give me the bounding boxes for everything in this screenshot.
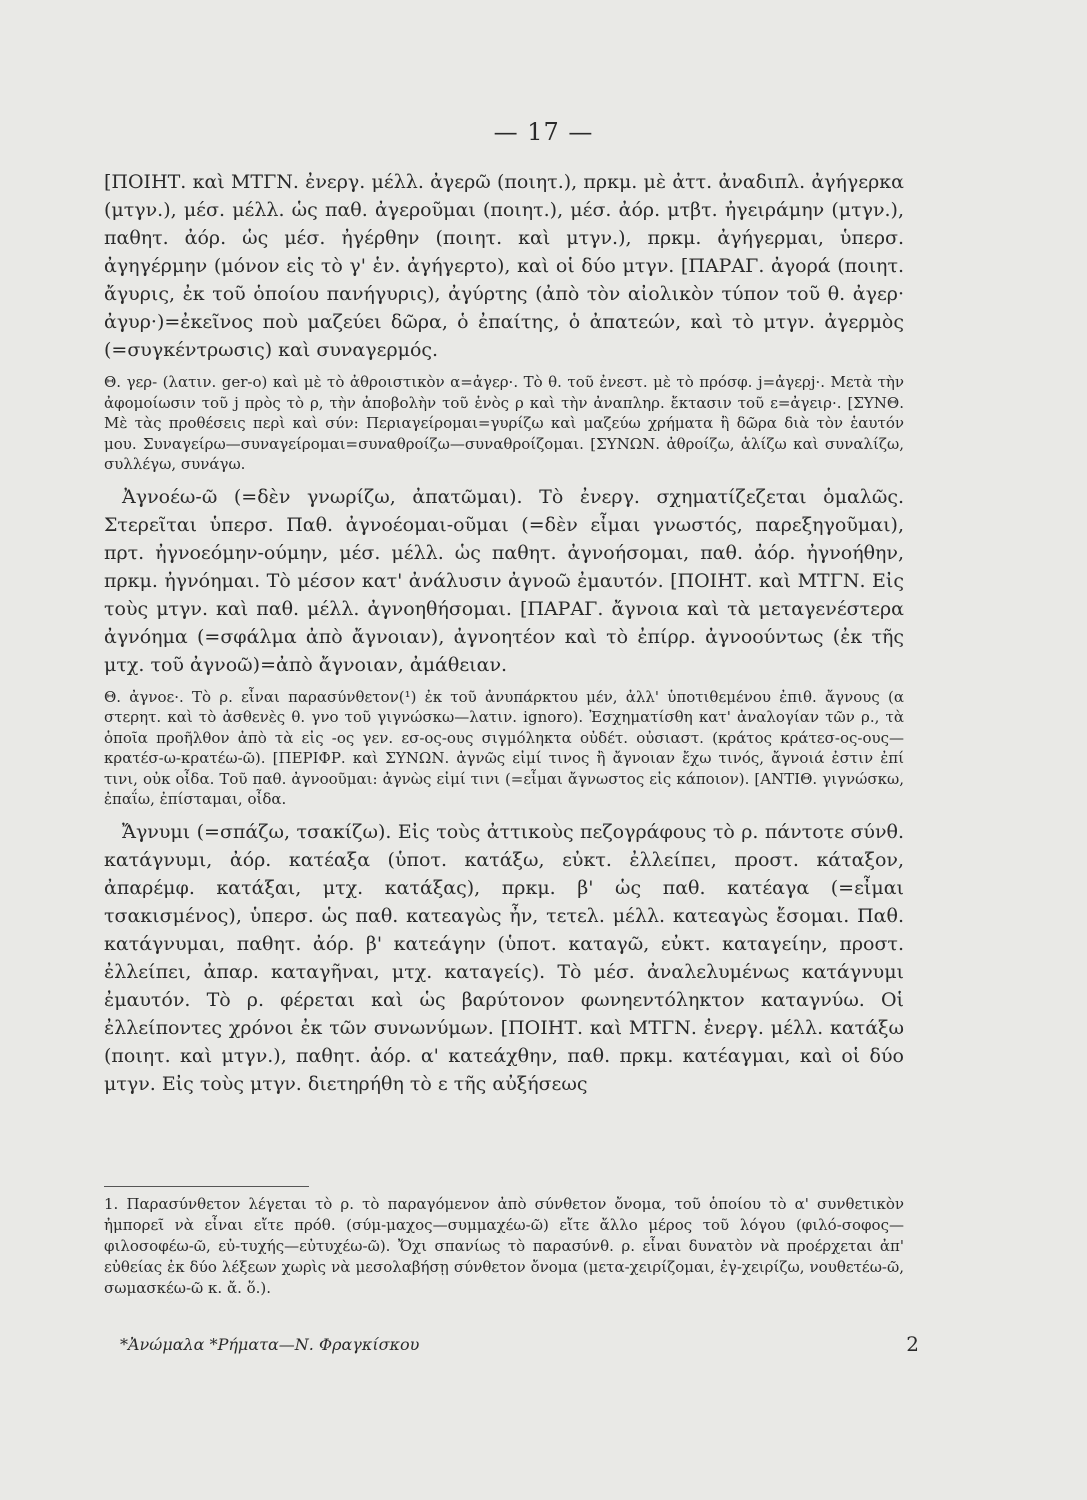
paragraph-agnoeo-entry: Ἀγνοέω-ῶ (=δὲν γνωρίζω, ἀπατῶμαι). Τὸ ἐνεργ. σχηματίζεζεται ὁμαλῶς. Στερεῖται ὑπερσ. Παθ. ἀγνοέομαι-οῦμαι (=δὲν εἶμαι γνωστός, παρεξηγοῦμαι), πρτ. ἠγνοεόμην-ούμην, μέσ. μέλλ. ὡς παθητ. ἀγνοήσομαι, παθ. ἀόρ. ἠγνοήθην, πρκμ. ἠγνόημαι. Τὸ μέσον κατ' ἀνάλυσιν ἀγνοῶ ἐμαυτόν. [ΠΟΙΗΤ. καὶ ΜΤΓΝ. Εἰς τοὺς μτγν. καὶ παθ. μέλλ. ἀγνοηθήσομαι. [ΠΑΡΑΓ. ἄγνοια καὶ τὰ μεταγενέστερα ἀγνόημα (=σφάλμα ἀπὸ ἄγνοιαν), ἀγνοητέον καὶ τὸ ἐπίρρ. ἀγνοούντως (ἐκ τῆς μτχ. τοῦ ἀγνοῶ)=ἀπὸ ἄγνοιαν, ἀμάθειαν. (104, 485, 904, 676)
sheet-number: 2 (906, 1332, 919, 1356)
paragraph-agero-forms: [ΠΟΙΗΤ. καὶ ΜΤΓΝ. ἐνεργ. μέλλ. ἀγερῶ (ποιητ.), πρκμ. μὲ ἀττ. ἀναδιπλ. ἀγήγερκα (μτγν.), μέσ. μέλλ. ὡς παθ. ἀγεροῦμαι (ποιητ.), μέσ. ἀόρ. μτβτ. ἠγειράμην (μτγν.), παθητ. ἀόρ. ὡς μέσ. ἠγέρθην (ποιητ. καὶ μτγν.), πρκμ. ἀγήγερμαι, ὑπερσ. ἀγηγέρμην (μόνον εἰς τὸ γ' ἑν. ἀγήγερτο), καὶ οἱ δύο μτγν. [ΠΑΡΑΓ. ἀγορά (ποιητ. ἄγυρις, ἐκ τοῦ ὁποίου πανήγυρις), ἀγύρτης (ἀπὸ τὸν αἰολικὸν τύπον τοῦ θ. ἀγερ· ἀγυρ·)=ἐκεῖνος ποὺ μαζεύει δῶρα, ὁ ἐπαίτης, ὁ ἀπατεών, καὶ τὸ μτγν. ἀγερμὸς (=συγκέντρωσις) καὶ συναγερμός. (104, 171, 904, 361)
footnote-divider (104, 1186, 309, 1187)
page-number: — 17 — (493, 118, 594, 146)
footnote-text: 1. Παρασύνθετον λέγεται τὸ ρ. τὸ παραγόμενον ἀπὸ σύνθετον ὄνομα, τοῦ ὁποίου τὸ α' συνθετικὸν ἠμπορεῖ νὰ εἶναι εἴτε πρόθ. (σύμ-μαχος—συμμαχέω-ῶ) εἴτε ἄλλο μέρος τοῦ λόγου (φιλό-σοφος—φιλοσοφέω-ῶ, εὐ-τυχής—εὐτυχέω-ῶ). Ὄχι σπανίως τὸ παρασύνθ. ρ. εἶναι δυνατὸν νὰ προέρχεται ἀπ' εὐθείας ἐκ δύο λέξεων χωρὶς νὰ μεσολαβήσῃ σύνθετον ὄνομα (μετα-χειρίζομαι, ἐγ-χειρίζω, νουθετέω-ῶ, σωμασκέω-ῶ κ. ἄ. ὅ.). (104, 1195, 904, 1297)
paragraph-agero-etymology: Θ. γερ- (λατιν. ger-o) καὶ μὲ τὸ ἀθροιστικὸν α=ἀγερ·. Τὸ θ. τοῦ ἐνεστ. μὲ τὸ πρόσφ. j=ἀγερj·. Μετὰ τὴν ἀφομοίωσιν τοῦ j πρὸς τὸ ρ, τὴν ἀποβολὴν τοῦ ἑνὸς ρ καὶ τὴν ἀναπληρ. ἔκτασιν τοῦ ε=ἀγειρ·. [ΣΥΝΘ. Μὲ τὰς προθέσεις περὶ καὶ σύν: Περιαγείρομαι=γυρίζω καὶ μαζεύω χρήματα ἢ δῶρα διὰ τὸν ἑαυτόν μου. Συναγείρω—συναγείρομαι=συναθροίζω—συναθροίζομαι. [ΣΥΝΩΝ. ἀθροίζω, ἁλίζω καὶ συναλίζω, συλλέγω, συνάγω. (104, 373, 904, 473)
footnote (104, 1194, 904, 1299)
main-text (104, 168, 904, 1098)
book-signature: *Ἀνώμαλα *Ρήματα—Ν. Φραγκίσκου (120, 1335, 420, 1354)
paragraph-agnymi-entry: Ἄγνυμι (=σπάζω, τσακίζω). Εἰς τοὺς ἀττικοὺς πεζογράφους τὸ ρ. πάντοτε σύνθ. κατάγνυμι, ἀόρ. κατέαξα (ὑποτ. κατάξω, εὐκτ. ἐλλείπει, προστ. κάταξον, ἀπαρέμφ. κατάξαι, μτχ. κατάξας), πρκμ. β' ὡς παθ. κατέαγα (=εἶμαι τσακισμένος), ὑπερσ. ὡς παθ. κατεαγὼς ἦν, τετελ. μέλλ. κατεαγὼς ἔσομαι. Παθ. κατάγνυμαι, παθητ. ἀόρ. β' κατεάγην (ὑποτ. καταγῶ, εὐκτ. καταγείην, προστ. ἐλλείπει, ἀπαρ. καταγῆναι, μτχ. καταγείς). Τὸ μέσ. ἀναλελυμένως κατάγνυμι ἐμαυτόν. Τὸ ρ. φέρεται καὶ ὡς βαρύτονον φωνηεντόληκτον καταγνύω. Οἱ ἐλλείποντες χρόνοι ἐκ τῶν συνωνύμων. [ΠΟΙΗΤ. καὶ ΜΤΓΝ. ἐνεργ. μέλλ. κατάξω (ποιητ. καὶ μτγν.), παθητ. ἀόρ. α' κατεάχθην, παθ. πρκμ. κατέαγμαι, καὶ οἱ δύο μτγν. Εἰς τοὺς μτγν. διετηρήθη τὸ ε τῆς αὐξήσεως (104, 820, 904, 1095)
paragraph-agnoeo-etymology: Θ. ἀγνοε·. Τὸ ρ. εἶναι παρασύνθετον(¹) ἐκ τοῦ ἀνυπάρκτου μέν, ἀλλ' ὑποτιθεμένου ἐπιθ. ἄγνους (α στερητ. καὶ τὸ ἀσθενὲς θ. γνο τοῦ γιγνώσκω—λατιν. ignoro). Ἐσχηματίσθη κατ' ἀναλογίαν τῶν ρ., τὰ ὁποῖα προῆλθον ἀπὸ τὰ εἰς -ος γεν. εσ-ος-ους σιγμόληκτα οὐδέτ. οὐσιαστ. (κράτος κράτεσ-ος-ους—κρατέσ-ω-κρατέω-ῶ). [ΠΕΡΙΦΡ. καὶ ΣΥΝΩΝ. ἀγνῶς εἰμί τινος ἢ ἄγνοιαν ἔχω τινός, ἄγνοιά ἐστιν ἐπί τινι, οὐκ οἶδα. Τοῦ παθ. ἀγνοοῦμαι: ἀγνὼς εἰμί τινι (=εἶμαι ἄγνωστος εἰς κάποιον). [ΑΝΤΙΘ. γιγνώσκω, ἐπαΐω, ἐπίσταμαι, οἶδα. (104, 687, 904, 808)
